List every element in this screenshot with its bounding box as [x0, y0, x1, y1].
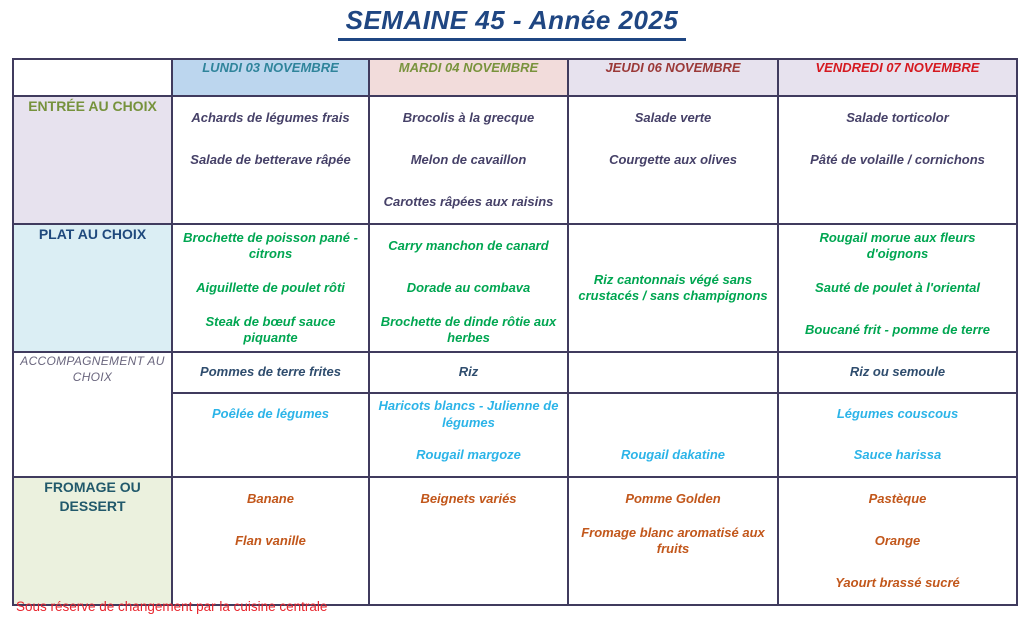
- menu-item: Riz ou semoule: [849, 364, 946, 380]
- menu-item: Orange: [874, 532, 921, 548]
- cell-accomp-top-mardi: [369, 352, 568, 393]
- menu-item: Beignets variés: [420, 490, 517, 506]
- menu-item: Courgette aux olives: [609, 151, 737, 167]
- menu-item: Boucané frit - pomme de terre: [805, 321, 990, 337]
- row-header-plat: PLAT AU CHOIX: [13, 224, 172, 352]
- day-header-mardi: MARDI 04 NOVEMBRE: [369, 59, 568, 96]
- cell-entree-lundi: [172, 96, 369, 224]
- menu-item: Riz: [458, 364, 479, 380]
- menu-item: Steak de bœuf sauce piquante: [205, 313, 336, 345]
- cell-plat-vendredi: [778, 224, 1017, 352]
- cell-plat-lundi: [172, 224, 369, 352]
- cell-accomp-top-lundi: [172, 352, 369, 393]
- menu-item: Brocolis à la grecque: [402, 109, 535, 125]
- menu-item: Yaourt brassé sucré: [835, 574, 960, 590]
- row-header-entree: ENTRÉE AU CHOIX: [13, 96, 172, 224]
- cell-entree-jeudi: [568, 96, 778, 224]
- menu-item: Pomme Golden: [625, 490, 721, 506]
- title-bar: [0, 5, 1024, 41]
- menu-item: Pastèque: [868, 490, 927, 506]
- cell-accomp-bottom-vendredi: [778, 393, 1017, 477]
- menu-item: Haricots blancs - Julienne de légumes: [378, 398, 559, 430]
- menu-table-body: [13, 59, 1017, 605]
- menu-item: Riz cantonnais végé sans crustacés / sans champignons: [578, 271, 768, 303]
- menu-item: Banane: [247, 490, 294, 506]
- menu-item: Sauce harissa: [853, 447, 942, 463]
- cell-fromage-mardi: [369, 477, 568, 605]
- menu-item: Aiguillette de poulet rôti: [196, 279, 345, 295]
- menu-item: Brochette de dinde rôtie aux herbes: [380, 313, 557, 345]
- cell-accomp-bottom-lundi: [172, 393, 369, 477]
- cell-plat-jeudi: [568, 224, 778, 352]
- menu-item: Sauté de poulet à l'oriental: [815, 279, 980, 295]
- menu-item: Carottes râpées aux raisins: [383, 193, 554, 209]
- menu-item: [569, 353, 777, 392]
- cell-accomp-top-vendredi: [778, 352, 1017, 393]
- menu-item: Carry manchon de canard: [388, 237, 549, 253]
- menu-item: [569, 394, 777, 435]
- cell-accomp-bottom-jeudi: [568, 393, 778, 477]
- cell-plat-mardi: [369, 224, 568, 352]
- menu-item: Salade verte: [634, 109, 712, 125]
- cell-fromage-jeudi: [568, 477, 778, 605]
- day-header-lundi: LUNDI 03 NOVEMBRE: [172, 59, 369, 96]
- cell-fromage-lundi: [172, 477, 369, 605]
- menu-item: Poêlée de légumes: [211, 406, 330, 422]
- day-header-vendredi: VENDREDI 07 NOVEMBRE: [778, 59, 1017, 96]
- cell-entree-vendredi: [778, 96, 1017, 224]
- menu-item: Salade torticolor: [846, 109, 949, 125]
- menu-item: Pâté de volaille / cornichons: [810, 151, 985, 167]
- menu-item: Rougail morue aux fleurs d'oignons: [819, 229, 976, 261]
- menu-item: Fromage blanc aromatisé aux fruits: [581, 524, 765, 556]
- cell-entree-mardi: [369, 96, 568, 224]
- cell-fromage-vendredi: [778, 477, 1017, 605]
- corner-spacer: [13, 59, 172, 96]
- menu-item: Pommes de terre frites: [200, 364, 341, 380]
- menu-item: Salade de betterave râpée: [190, 151, 351, 167]
- menu-item: [569, 225, 777, 267]
- menu-item: Achards de légumes frais: [191, 109, 350, 125]
- menu-table: [12, 58, 1018, 606]
- row-header-accomp: ACCOMPAGNEMENT AU CHOIX: [13, 352, 172, 477]
- row-header-fromage: FROMAGE OU DESSERT: [13, 477, 172, 605]
- menu-item: Légumes couscous: [836, 406, 959, 422]
- menu-item: Melon de cavaillon: [410, 151, 527, 167]
- menu-item: Dorade au combava: [406, 279, 531, 295]
- menu-item: Brochette de poisson pané - citrons: [183, 229, 358, 261]
- cell-accomp-top-jeudi: [568, 352, 778, 393]
- menu-item: Flan vanille: [235, 532, 306, 548]
- cell-accomp-bottom-mardi: [369, 393, 568, 477]
- page-title: SEMAINE 45 - Année 2025: [338, 5, 687, 41]
- day-header-jeudi: JEUDI 06 NOVEMBRE: [568, 59, 778, 96]
- menu-item: Rougail dakatine: [620, 447, 726, 463]
- menu-item: Rougail margoze: [416, 447, 521, 463]
- footer-note: Sous réserve de changement par la cuisine centrale: [16, 599, 328, 614]
